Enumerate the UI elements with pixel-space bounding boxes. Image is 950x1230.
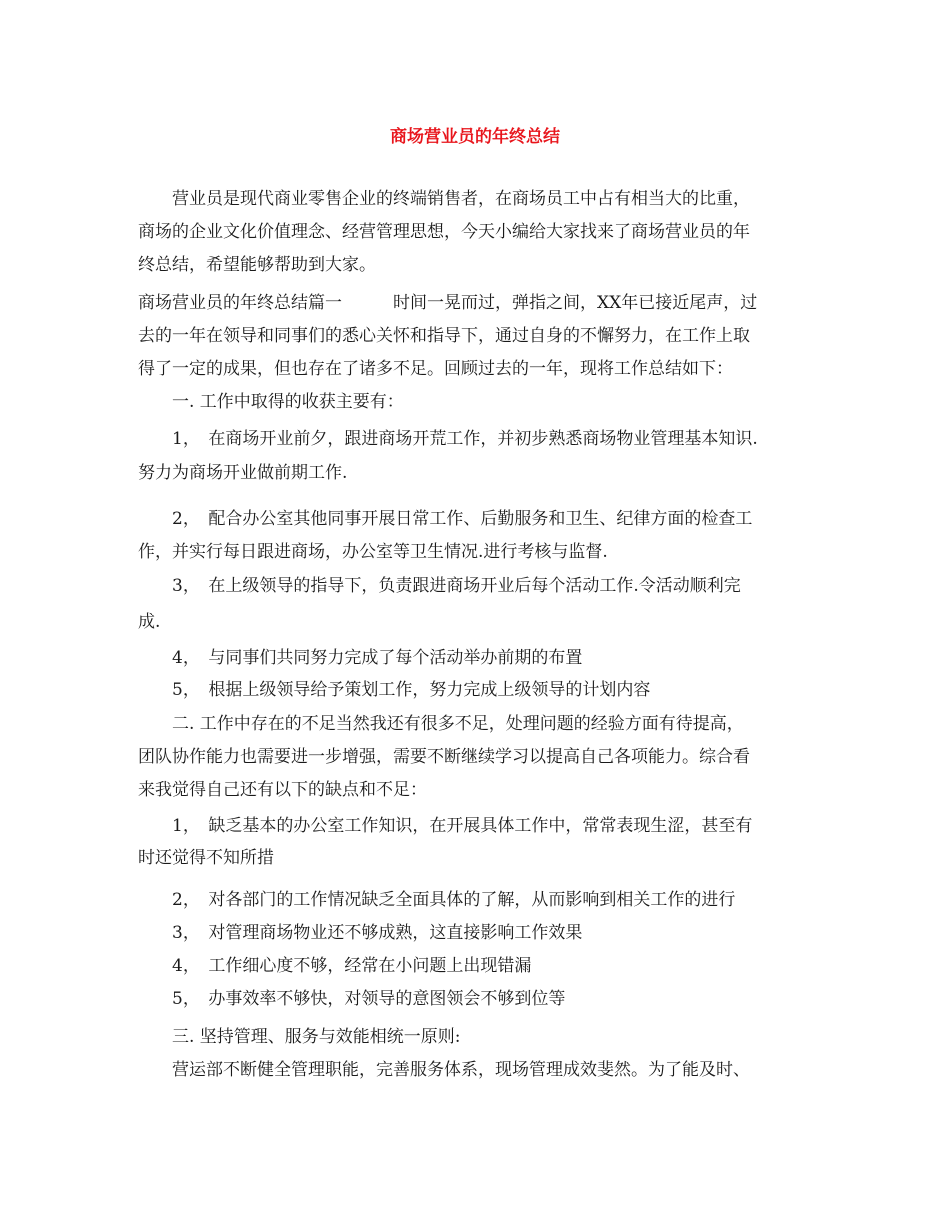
paragraph-line: 商场的企业文化价值理念、经营管理思想，今天小编给大家找来了商场营业员的年 — [138, 222, 750, 242]
paragraph-line: 5， 办事效率不够快，对领导的意图领会不够到位等 — [172, 989, 566, 1009]
paragraph-line: 去的一年在领导和同事们的悉心关怀和指导下，通过自身的不懈努力，在工作上取 — [138, 326, 750, 346]
paragraph-line: 2， 对各部门的工作情况缺乏全面具体的了解，从而影响到相关工作的进行 — [172, 890, 736, 910]
paragraph-line: 努力为商场开业做前期工作. — [138, 463, 348, 483]
paragraph-line: 得了一定的成果，但也存在了诸多不足。回顾过去的一年，现将工作总结如下： — [138, 359, 733, 379]
paragraph-line: 作，并实行每日跟进商场，办公室等卫生情况.进行考核与监督. — [138, 542, 608, 562]
paragraph-line: 三. 坚持管理、服务与效能相统一原则: — [172, 1027, 461, 1047]
document-title: 商场营业员的年终总结 — [390, 127, 560, 147]
paragraph-line: 成. — [138, 612, 161, 632]
paragraph-line: 营业员是现代商业零售企业的终端销售者，在商场员工中占有相当大的比重， — [172, 189, 750, 209]
paragraph-line: 营运部不断健全管理职能，完善服务体系，现场管理成效斐然。为了能及时、 — [172, 1060, 750, 1080]
paragraph-line: 4， 与同事们共同努力完成了每个活动举办前期的布置 — [172, 648, 583, 668]
paragraph-line: 时还觉得不知所措 — [138, 848, 274, 868]
paragraph-line: 团队协作能力也需要进一步增强，需要不断继续学习以提高自己各项能力。综合看 — [138, 747, 750, 767]
paragraph-line: 来我觉得自己还有以下的缺点和不足： — [138, 780, 427, 800]
paragraph-line: 1， 在商场开业前夕，跟进商场开荒工作，并初步熟悉商场物业管理基本知识. — [172, 429, 758, 449]
paragraph-line: 3， 对管理商场物业还不够成熟，这直接影响工作效果 — [172, 923, 583, 943]
paragraph-line: 商场营业员的年终总结篇一 时间一晃而过，弹指之间，XX年已接近尾声，过 — [138, 293, 758, 313]
paragraph-line: 一. 工作中取得的收获主要有： — [172, 392, 404, 412]
paragraph-line: 终总结，希望能够帮助到大家。 — [138, 255, 376, 275]
paragraph-line: 4， 工作细心度不够，经常在小问题上出现错漏 — [172, 956, 532, 976]
paragraph-line: 2， 配合办公室其他同事开展日常工作、后勤服务和卫生、纪律方面的检查工 — [172, 509, 753, 529]
paragraph-line: 1， 缺乏基本的办公室工作知识，在开展具体工作中，常常表现生涩，甚至有 — [172, 816, 753, 836]
paragraph-line: 5， 根据上级领导给予策划工作，努力完成上级领导的计划内容 — [172, 680, 651, 700]
paragraph-line: 二. 工作中存在的不足当然我还有很多不足，处理问题的经验方面有待提高， — [172, 714, 744, 734]
paragraph-line: 3， 在上级领导的指导下，负责跟进商场开业后每个活动工作.令活动顺利完 — [172, 576, 741, 596]
